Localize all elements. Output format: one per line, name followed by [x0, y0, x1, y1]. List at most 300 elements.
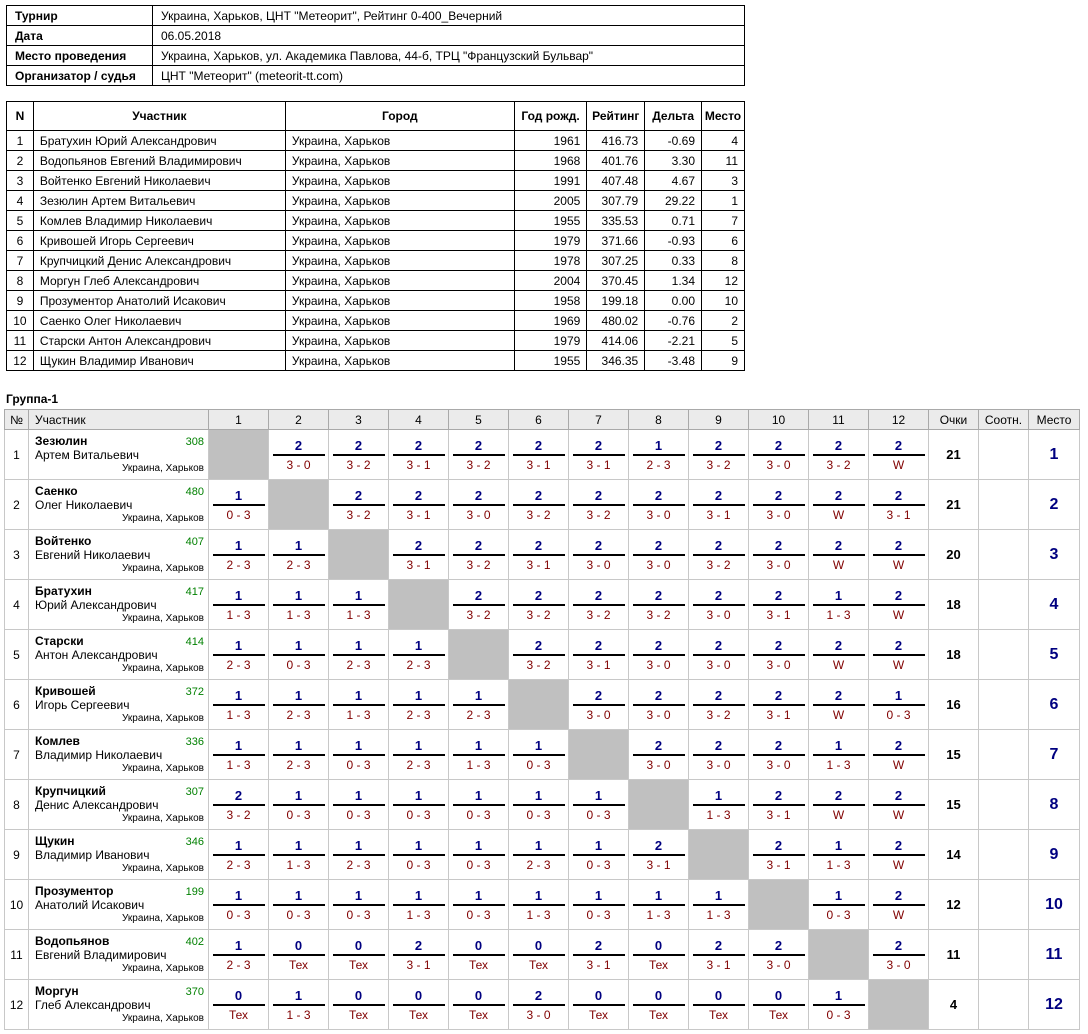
match-score: 3 - 0	[766, 507, 791, 522]
match-divider	[453, 704, 505, 706]
match-divider	[753, 704, 805, 706]
participant-city: Украина, Харьков	[285, 311, 514, 331]
match-score: 3 - 1	[406, 957, 431, 972]
match-score: 0 - 3	[466, 807, 491, 822]
info-label: Турнир	[7, 6, 153, 26]
grid-row	[5, 480, 1080, 530]
match-score: 0 - 3	[826, 907, 851, 922]
match-cell	[389, 780, 449, 830]
match-cell	[569, 680, 629, 730]
match-cell	[869, 930, 929, 980]
match-points: 0	[774, 987, 783, 1003]
match-divider	[453, 554, 505, 556]
match-cell	[269, 980, 329, 1030]
match-cell	[689, 780, 749, 830]
player-rating: 308	[185, 436, 204, 448]
match-points: 1	[594, 787, 603, 803]
grid-player-cell	[29, 530, 209, 580]
match-divider	[453, 454, 505, 456]
match-cell	[209, 980, 269, 1030]
participant-delta: 1.34	[645, 271, 702, 291]
match-score: W	[892, 857, 905, 872]
match-score: 3 - 1	[586, 457, 611, 472]
match-points: 1	[354, 887, 363, 903]
diagonal-cell	[509, 680, 569, 730]
player-city: Украина, Харьков	[122, 713, 204, 724]
match-divider	[633, 604, 685, 606]
match-points: 1	[654, 887, 663, 903]
match-points: 0	[294, 937, 303, 953]
player-rating: 336	[185, 736, 204, 748]
match-points: 2	[774, 737, 783, 753]
info-value: 06.05.2018	[153, 26, 745, 46]
match-cell	[209, 730, 269, 780]
match-cell	[689, 630, 749, 680]
match-divider	[453, 854, 505, 856]
match-points: 2	[534, 487, 543, 503]
match-points: 2	[834, 637, 843, 653]
match-score: 2 - 3	[226, 857, 251, 872]
match-points: 2	[534, 587, 543, 603]
participant-place: 10	[702, 291, 745, 311]
participant-place: 8	[702, 251, 745, 271]
participant-city: Украина, Харьков	[285, 271, 514, 291]
match-points: 0	[354, 987, 363, 1003]
match-points: 1	[714, 887, 723, 903]
grid-row-num: 12	[5, 980, 29, 1030]
match-divider	[393, 954, 445, 956]
participant-place: 4	[702, 131, 745, 151]
match-points: 1	[354, 737, 363, 753]
match-divider	[813, 904, 865, 906]
match-score: 3 - 1	[586, 957, 611, 972]
grid-row-num: 1	[5, 430, 29, 480]
participant-rating: 370.45	[587, 271, 645, 291]
match-points: 0	[474, 937, 483, 953]
player-city: Украина, Харьков	[122, 1013, 204, 1024]
participant-n: 5	[7, 211, 34, 231]
match-points: 1	[534, 787, 543, 803]
match-divider	[213, 1004, 265, 1006]
grid-row-num: 8	[5, 780, 29, 830]
ratio-cell	[979, 430, 1029, 480]
match-divider	[273, 654, 325, 656]
participant-city: Украина, Харьков	[285, 171, 514, 191]
grid-row	[5, 780, 1080, 830]
match-cell	[689, 580, 749, 630]
match-points: 2	[834, 687, 843, 703]
match-divider	[693, 604, 745, 606]
match-cell	[509, 880, 569, 930]
match-score: 1 - 3	[826, 607, 851, 622]
participant-year: 1961	[514, 131, 587, 151]
match-points: 1	[414, 687, 423, 703]
tournament-info-table	[6, 5, 745, 86]
match-score: Тех	[348, 957, 369, 972]
participant-row	[7, 251, 745, 271]
match-cell	[329, 630, 389, 680]
match-cell	[869, 630, 929, 680]
match-cell	[569, 780, 629, 830]
participant-place: 12	[702, 271, 745, 291]
match-score: W	[892, 657, 905, 672]
match-cell	[209, 580, 269, 630]
match-divider	[573, 454, 625, 456]
player-city: Украина, Харьков	[122, 663, 204, 674]
match-score: 3 - 1	[886, 507, 911, 522]
player-firstname: Евгений Владимирович	[35, 948, 167, 962]
participant-year: 1978	[514, 251, 587, 271]
match-score: W	[832, 507, 845, 522]
player-rating: 480	[185, 486, 204, 498]
match-cell	[449, 730, 509, 780]
match-score: 3 - 0	[766, 757, 791, 772]
match-points: 2	[714, 737, 723, 753]
match-divider	[393, 504, 445, 506]
match-score: 3 - 1	[406, 457, 431, 472]
match-divider	[633, 504, 685, 506]
match-points: 2	[654, 537, 663, 553]
match-points: 2	[714, 687, 723, 703]
match-divider	[753, 454, 805, 456]
match-cell	[809, 630, 869, 680]
match-points: 2	[774, 587, 783, 603]
match-score: 3 - 1	[526, 557, 551, 572]
grid-player-cell	[29, 580, 209, 630]
match-divider	[813, 504, 865, 506]
player-surname: Крупчицкий	[35, 784, 106, 798]
match-points: 2	[834, 437, 843, 453]
participant-row	[7, 231, 745, 251]
match-divider	[213, 954, 265, 956]
participants-header: Рейтинг	[587, 102, 645, 131]
participant-city: Украина, Харьков	[285, 231, 514, 251]
match-cell	[569, 930, 629, 980]
match-divider	[393, 854, 445, 856]
match-cell	[449, 930, 509, 980]
match-cell	[449, 780, 509, 830]
match-cell	[629, 880, 689, 930]
match-divider	[213, 654, 265, 656]
match-divider	[753, 804, 805, 806]
match-cell	[269, 930, 329, 980]
match-points: 1	[294, 887, 303, 903]
player-city: Украина, Харьков	[122, 463, 204, 474]
match-points: 0	[414, 987, 423, 1003]
player-city: Украина, Харьков	[122, 513, 204, 524]
final-place: 6	[1029, 680, 1080, 730]
player-firstname: Евгений Николаевич	[35, 548, 151, 562]
match-cell	[569, 630, 629, 680]
match-points: 2	[474, 437, 483, 453]
match-divider	[693, 954, 745, 956]
match-score: Тех	[768, 1007, 789, 1022]
match-divider	[693, 454, 745, 456]
match-cell	[389, 480, 449, 530]
match-divider	[393, 704, 445, 706]
match-points: 1	[534, 887, 543, 903]
participant-place: 9	[702, 351, 745, 371]
participant-row	[7, 211, 745, 231]
grid-header-player: Участник	[29, 410, 209, 430]
match-cell	[569, 430, 629, 480]
participant-name: Прозументор Анатолий Исакович	[33, 291, 285, 311]
match-divider	[753, 604, 805, 606]
total-points: 11	[929, 930, 979, 980]
match-cell	[569, 580, 629, 630]
match-cell	[389, 980, 449, 1030]
match-score: 3 - 2	[706, 707, 731, 722]
match-score: 3 - 2	[826, 457, 851, 472]
participant-row	[7, 331, 745, 351]
match-score: 3 - 1	[706, 957, 731, 972]
match-cell	[809, 530, 869, 580]
match-cell	[809, 430, 869, 480]
match-cell	[749, 780, 809, 830]
grid-player-cell	[29, 880, 209, 930]
match-cell	[809, 830, 869, 880]
match-cell	[629, 430, 689, 480]
match-divider	[873, 854, 925, 856]
match-divider	[333, 954, 385, 956]
match-cell	[869, 530, 929, 580]
ratio-cell	[979, 730, 1029, 780]
match-points: 1	[234, 637, 243, 653]
match-divider	[633, 904, 685, 906]
match-points: 1	[474, 787, 483, 803]
match-divider	[333, 804, 385, 806]
participant-delta: 0.71	[645, 211, 702, 231]
match-points: 2	[894, 837, 903, 853]
match-divider	[873, 904, 925, 906]
match-divider	[633, 704, 685, 706]
match-score: 2 - 3	[406, 757, 431, 772]
grid-row	[5, 530, 1080, 580]
match-divider	[453, 604, 505, 606]
match-score: 0 - 3	[286, 657, 311, 672]
match-cell	[689, 880, 749, 930]
match-divider	[873, 754, 925, 756]
match-divider	[573, 604, 625, 606]
match-score: 3 - 2	[646, 607, 671, 622]
total-points: 14	[929, 830, 979, 880]
match-cell	[749, 930, 809, 980]
final-place: 11	[1029, 930, 1080, 980]
match-cell	[509, 630, 569, 680]
player-surname: Старски	[35, 634, 84, 648]
ratio-cell	[979, 830, 1029, 880]
match-points: 2	[894, 637, 903, 653]
match-points: 2	[654, 687, 663, 703]
match-score: 1 - 3	[286, 857, 311, 872]
info-value: Украина, Харьков, ул. Академика Павлова, 44-б, ТРЦ "Французский Бульвар"	[153, 46, 745, 66]
grid-header-col: 1	[209, 410, 269, 430]
match-divider	[693, 804, 745, 806]
participant-name: Кривошей Игорь Сергеевич	[33, 231, 285, 251]
participant-delta: -3.48	[645, 351, 702, 371]
participant-rating: 346.35	[587, 351, 645, 371]
info-row	[7, 26, 745, 46]
match-points: 1	[894, 687, 903, 703]
match-points: 2	[594, 437, 603, 453]
match-divider	[273, 754, 325, 756]
participants-header: Место	[702, 102, 745, 131]
match-divider	[753, 954, 805, 956]
match-points: 1	[354, 837, 363, 853]
participant-place: 2	[702, 311, 745, 331]
match-score: Тех	[708, 1007, 729, 1022]
participant-city: Украина, Харьков	[285, 291, 514, 311]
participant-name: Моргун Глеб Александрович	[33, 271, 285, 291]
match-score: 3 - 0	[586, 707, 611, 722]
match-cell	[629, 680, 689, 730]
match-cell	[509, 480, 569, 530]
final-place: 8	[1029, 780, 1080, 830]
match-points: 2	[774, 487, 783, 503]
grid-header-col: 11	[809, 410, 869, 430]
participant-delta: 0.33	[645, 251, 702, 271]
match-score: W	[892, 557, 905, 572]
match-divider	[753, 654, 805, 656]
match-divider	[333, 704, 385, 706]
match-cell	[869, 580, 929, 630]
match-score: Тех	[408, 1007, 429, 1022]
match-divider	[753, 554, 805, 556]
match-divider	[813, 1004, 865, 1006]
match-points: 1	[294, 687, 303, 703]
match-cell	[449, 880, 509, 930]
match-score: 3 - 2	[586, 507, 611, 522]
match-cell	[569, 830, 629, 880]
match-divider	[873, 454, 925, 456]
match-score: 3 - 2	[706, 557, 731, 572]
match-points: 2	[474, 487, 483, 503]
player-city: Украина, Харьков	[122, 963, 204, 974]
info-value: ЦНТ "Метеорит" (meteorit-tt.com)	[153, 66, 745, 86]
match-points: 2	[894, 537, 903, 553]
grid-row	[5, 630, 1080, 680]
participant-delta: 29.22	[645, 191, 702, 211]
grid-row	[5, 680, 1080, 730]
info-row	[7, 6, 745, 26]
match-points: 0	[474, 987, 483, 1003]
match-divider	[573, 854, 625, 856]
info-label: Место проведения	[7, 46, 153, 66]
match-score: 3 - 0	[766, 457, 791, 472]
match-score: 3 - 0	[646, 757, 671, 772]
match-cell	[809, 980, 869, 1030]
ratio-cell	[979, 580, 1029, 630]
match-divider	[213, 754, 265, 756]
participant-row	[7, 311, 745, 331]
match-score: 3 - 2	[466, 457, 491, 472]
match-cell	[329, 430, 389, 480]
match-points: 2	[774, 787, 783, 803]
match-points: 1	[234, 737, 243, 753]
participant-city: Украина, Харьков	[285, 351, 514, 371]
participant-city: Украина, Харьков	[285, 251, 514, 271]
match-points: 1	[714, 787, 723, 803]
participant-row	[7, 291, 745, 311]
total-points: 20	[929, 530, 979, 580]
diagonal-cell	[569, 730, 629, 780]
final-place: 12	[1029, 980, 1080, 1030]
match-divider	[333, 604, 385, 606]
match-points: 2	[714, 537, 723, 553]
match-points: 1	[414, 837, 423, 853]
match-points: 1	[414, 887, 423, 903]
match-cell	[869, 480, 929, 530]
match-score: Тех	[528, 957, 549, 972]
player-surname: Кривошей	[35, 684, 96, 698]
participant-year: 1979	[514, 231, 587, 251]
match-divider	[273, 854, 325, 856]
participant-name: Братухин Юрий Александрович	[33, 131, 285, 151]
match-cell	[209, 880, 269, 930]
match-points: 0	[654, 937, 663, 953]
match-points: 2	[894, 587, 903, 603]
match-divider	[393, 904, 445, 906]
participants-header: N	[7, 102, 34, 131]
match-points: 1	[234, 887, 243, 903]
match-points: 0	[714, 987, 723, 1003]
match-points: 2	[714, 637, 723, 653]
match-score: 0 - 3	[466, 907, 491, 922]
match-divider	[453, 1004, 505, 1006]
match-score: 0 - 3	[526, 757, 551, 772]
match-score: 0 - 3	[406, 807, 431, 822]
match-cell	[449, 830, 509, 880]
diagonal-cell	[869, 980, 929, 1030]
match-score: W	[832, 557, 845, 572]
match-cell	[389, 630, 449, 680]
match-cell	[629, 480, 689, 530]
participants-header: Город	[285, 102, 514, 131]
match-cell	[269, 680, 329, 730]
match-cell	[569, 980, 629, 1030]
match-points: 1	[354, 687, 363, 703]
match-cell	[449, 530, 509, 580]
player-rating: 372	[185, 686, 204, 698]
match-points: 2	[894, 737, 903, 753]
match-divider	[273, 954, 325, 956]
diagonal-cell	[329, 530, 389, 580]
participant-n: 11	[7, 331, 34, 351]
match-score: 2 - 3	[346, 657, 371, 672]
final-place: 9	[1029, 830, 1080, 880]
participant-rating: 480.02	[587, 311, 645, 331]
match-divider	[213, 904, 265, 906]
participants-header: Дельта	[645, 102, 702, 131]
match-cell	[629, 930, 689, 980]
match-cell	[209, 480, 269, 530]
match-cell	[329, 730, 389, 780]
participant-n: 6	[7, 231, 34, 251]
diagonal-cell	[209, 430, 269, 480]
player-city: Украина, Харьков	[122, 913, 204, 924]
match-points: 1	[234, 837, 243, 853]
match-cell	[749, 480, 809, 530]
final-place: 10	[1029, 880, 1080, 930]
match-cell	[209, 830, 269, 880]
match-points: 1	[834, 837, 843, 853]
match-cell	[449, 680, 509, 730]
match-points: 0	[534, 937, 543, 953]
match-cell	[509, 430, 569, 480]
match-score: 3 - 1	[706, 507, 731, 522]
match-score: Тех	[468, 1007, 489, 1022]
match-divider	[213, 604, 265, 606]
